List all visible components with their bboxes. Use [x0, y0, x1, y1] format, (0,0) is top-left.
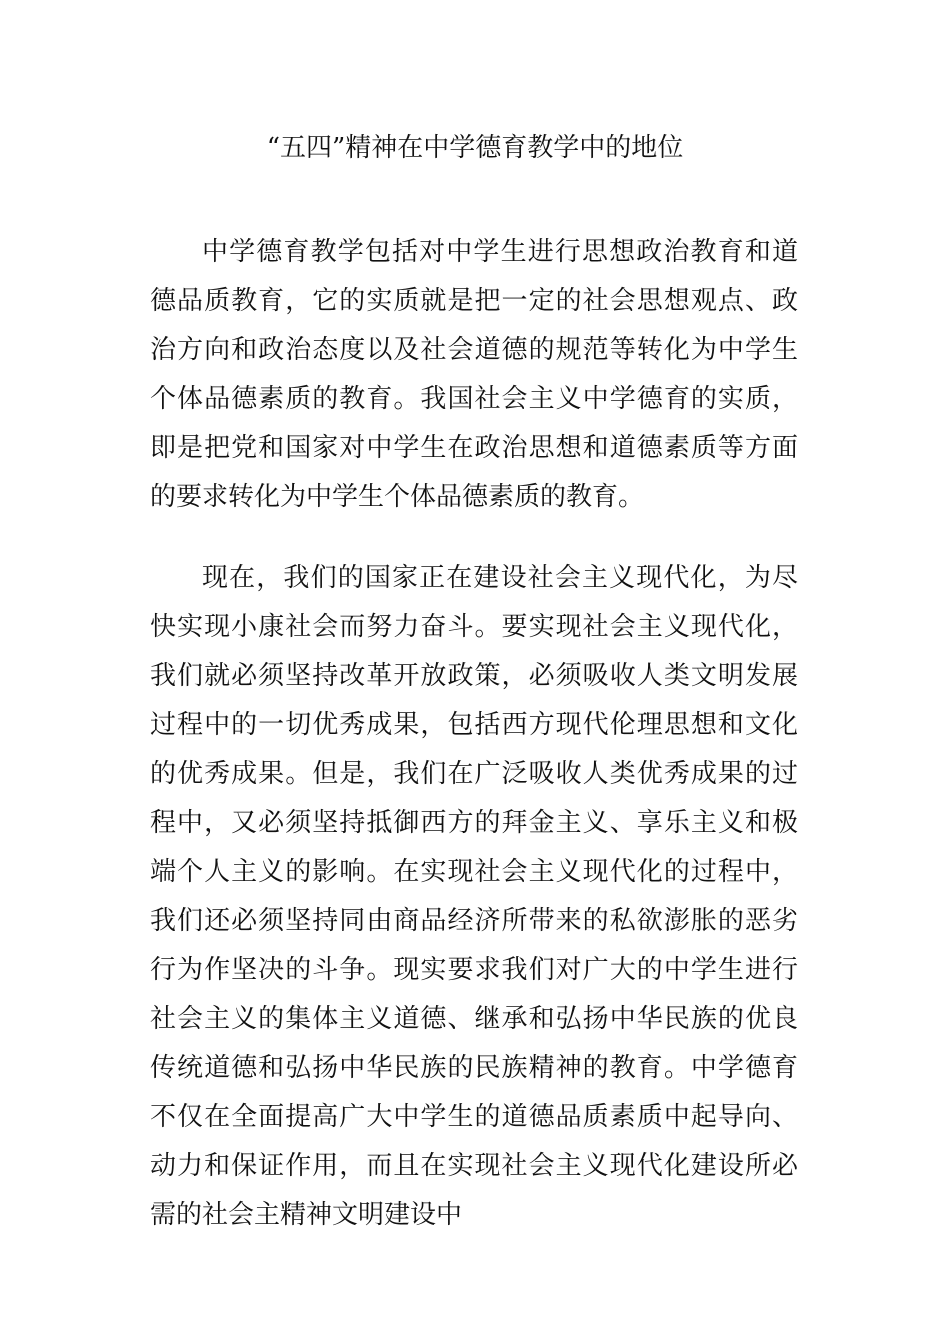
document-body	[150, 228, 798, 1240]
paragraph-2: 现在，我们的国家正在建设社会主义现代化，为尽快实现小康社会而努力奋斗。要实现社会主义现代化，我们就必须坚持改革开放政策，必须吸收人类文明发展过程中的一切优秀成果，包括西方现代伦理思想和文化的优秀成果。但是，我们在广泛吸收人类优秀成果的过程中，又必须坚持抵御西方的拜金主义、享乐主义和极端个人主义的影响。在实现社会主义现代化的过程中，我们还必须坚持同由商品经济所带来的私欲澎胀的恶劣行为作坚决的斗争。现实要求我们对广大的中学生进行社会主义的集体主义道德、继承和弘扬中华民族的优良传统道德和弘扬中华民族的民族精神的教育。中学德育不仅在全面提高广大中学生的道德品质素质中起导向、动力和保证作用，而且在实现社会主义现代化建设所必需的社会主精神文明建设中	[150, 563, 798, 1230]
paragraph-1: 中学德育教学包括对中学生进行思想政治教育和道德品质教育，它的实质就是把一定的社会思想观点、政治方向和政治态度以及社会道德的规范等转化为中学生个体品德素质的教育。我国社会主义中学德育的实质，即是把党和国家对中学生在政治思想和道德素质等方面的要求转化为中学生个体品德素质的教育。	[150, 237, 798, 512]
document-title: “五四”精神在中学德育教学中的地位	[266, 133, 684, 163]
